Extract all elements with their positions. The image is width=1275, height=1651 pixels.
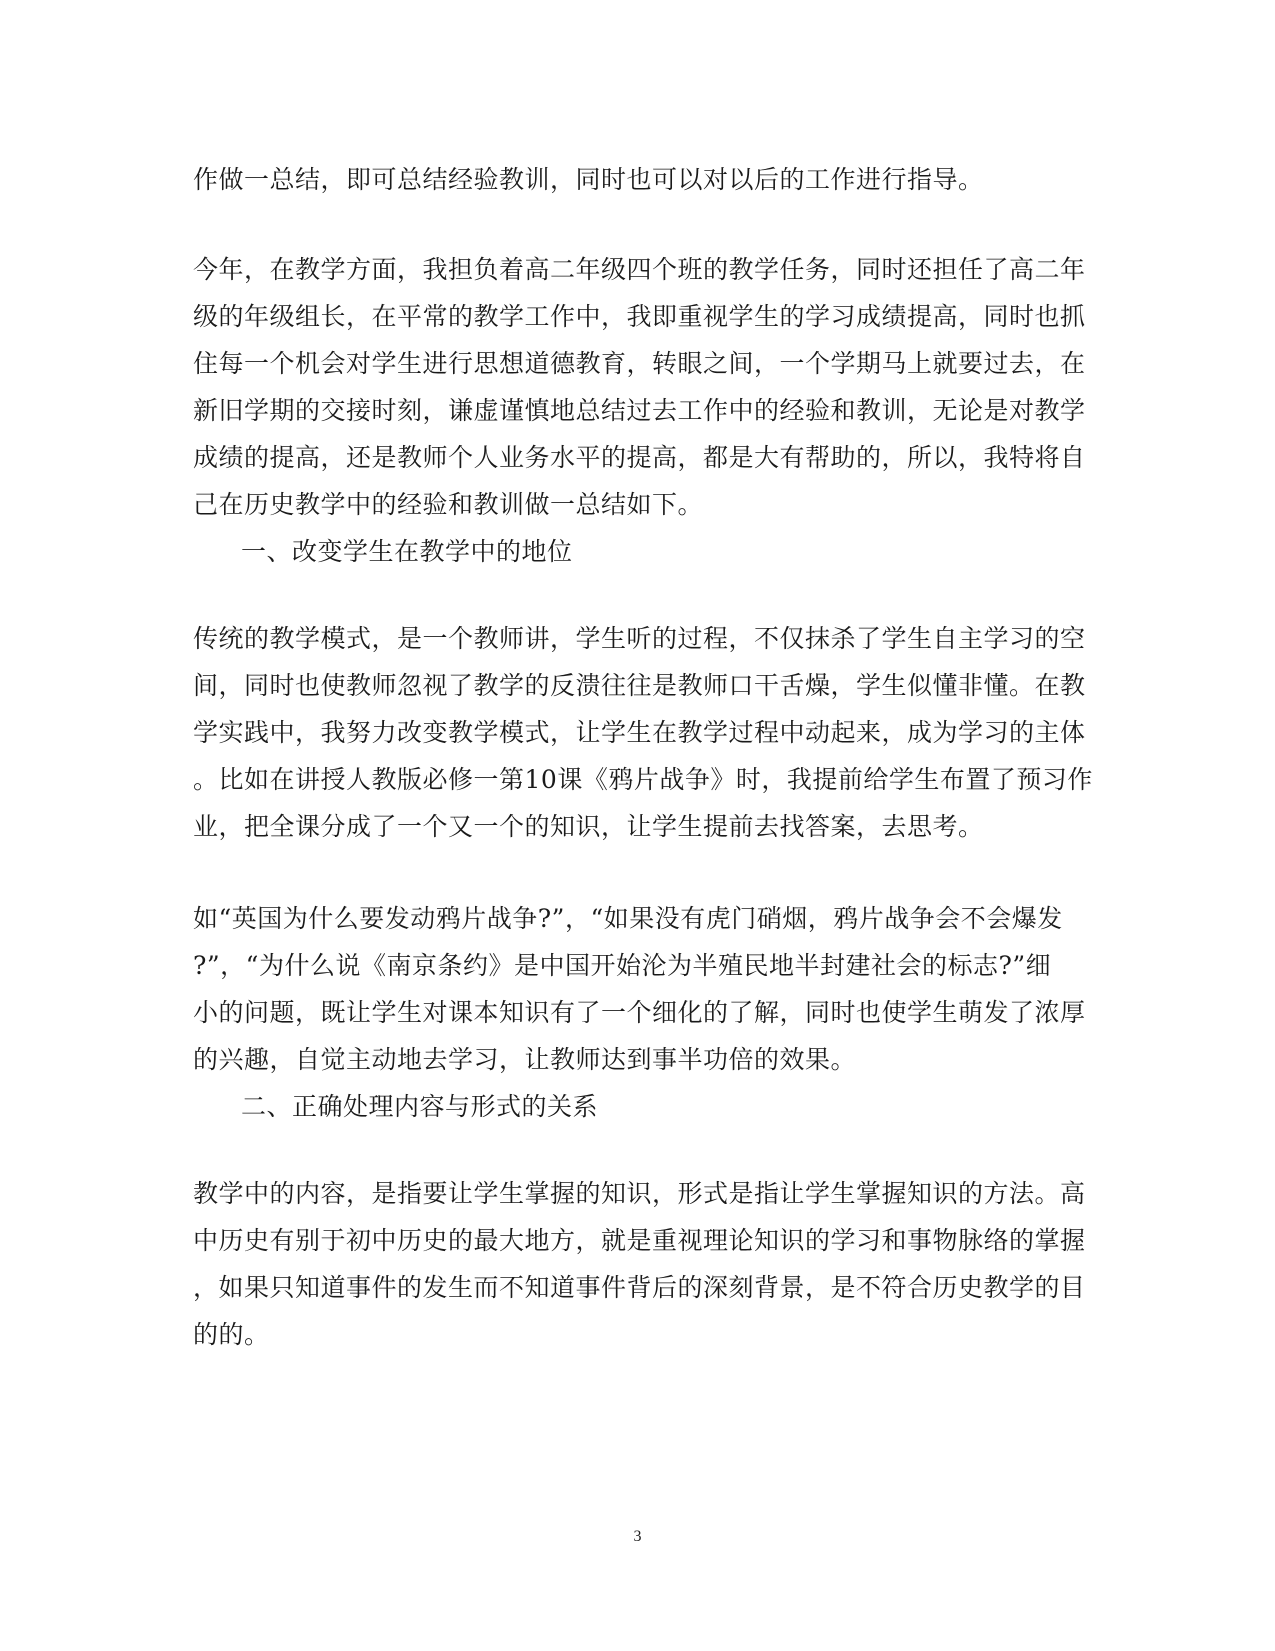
page-number: 3 (633, 1528, 642, 1545)
paragraph-line: 住每一个机会对学生进行思想道德教育，转眼之间，一个学期马上就要过去，在 (193, 349, 1086, 378)
paragraph-line: 作做一总结，即可总结经验教训，同时也可以对以后的工作进行指导。 (193, 165, 984, 194)
paragraph-line: 的兴趣，自觉主动地去学习，让教师达到事半功倍的效果。 (193, 1045, 857, 1074)
paragraph-line: 。比如在讲授人教版必修一第10课《鸦片战争》时，我提前给学生布置了预习作 (193, 765, 1093, 794)
paragraph-line: 己在历史教学中的经验和教训做一总结如下。 (193, 490, 704, 519)
paragraph-line: 间，同时也使教师忽视了教学的反溃往往是教师口干舌燥，学生似懂非懂。在教 (193, 671, 1086, 700)
paragraph-line: 新旧学期的交接时刻，谦虚谨慎地总结过去工作中的经验和教训，无论是对教学 (193, 396, 1086, 425)
paragraph-line: 传统的教学模式，是一个教师讲，学生听的过程，不仅抹杀了学生自主学习的空 (193, 624, 1086, 653)
paragraph-line: 业，把全课分成了一个又一个的知识，让学生提前去找答案，去思考。 (193, 812, 984, 841)
section-heading: 二、正确处理内容与形式的关系 (241, 1092, 599, 1121)
paragraph-line: 小的问题，既让学生对课本知识有了一个细化的了解，同时也使学生萌发了浓厚 (193, 998, 1086, 1027)
paragraph-line: ?”，“为什么说《南京条约》是中国开始沦为半殖民地半封建社会的标志?”细 (193, 951, 1052, 980)
paragraph-line: 教学中的内容，是指要让学生掌握的知识，形式是指让学生掌握知识的方法。高 (193, 1179, 1086, 1208)
paragraph-line: 今年，在教学方面，我担负着高二年级四个班的教学任务，同时还担任了高二年 (193, 255, 1086, 284)
paragraph-line: ，如果只知道事件的发生而不知道事件背后的深刻背景，是不符合历史教学的目 (193, 1273, 1086, 1302)
paragraph-line: 如“英国为什么要发动鸦片战争?”，“如果没有虎门硝烟，鸦片战争会不会爆发 (193, 904, 1063, 933)
paragraph-line: 成绩的提高，还是教师个人业务水平的提高，都是大有帮助的，所以，我特将自 (193, 443, 1086, 472)
paragraph-line: 中历史有别于初中历史的最大地方，就是重视理论知识的学习和事物脉络的掌握 (193, 1226, 1086, 1255)
paragraph-line: 级的年级组长，在平常的教学工作中，我即重视学生的学习成绩提高，同时也抓 (193, 302, 1086, 331)
paragraph-line: 的的。 (193, 1320, 270, 1349)
section-heading: 一、改变学生在教学中的地位 (241, 537, 573, 566)
paragraph-line: 学实践中，我努力改变教学模式，让学生在教学过程中动起来，成为学习的主体 (193, 718, 1086, 747)
